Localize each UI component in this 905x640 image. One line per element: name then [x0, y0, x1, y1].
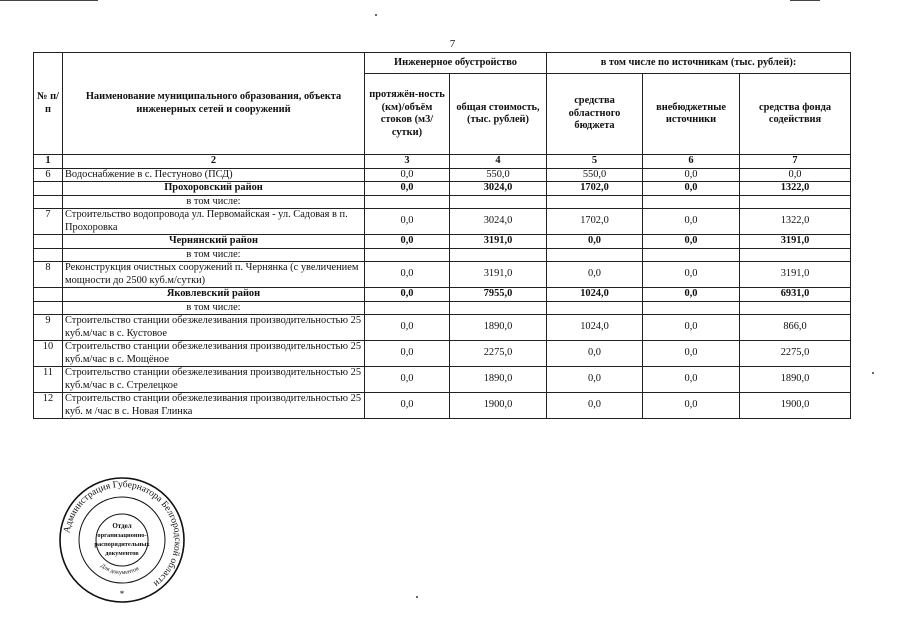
district-name: Чернянский район: [63, 235, 365, 249]
table-row: [34, 341, 851, 367]
scan-speck: [416, 596, 418, 598]
column-number: 2: [63, 155, 365, 169]
table-row: [34, 367, 851, 393]
stamp-inner-arc-text: Для документов: [99, 563, 140, 577]
district-row: [34, 235, 851, 249]
cell-regional: 0,0: [547, 367, 643, 393]
page-number: 7: [449, 38, 456, 50]
cell-regional: 1024,0: [547, 315, 643, 341]
cell-regional: 1702,0: [547, 209, 643, 235]
cell-total: 3024,0: [450, 182, 547, 196]
cell-fund: 1890,0: [740, 367, 851, 393]
cell-regional: 0,0: [547, 341, 643, 367]
cell-extra: 0,0: [643, 168, 740, 182]
row-number: 12: [34, 393, 63, 419]
cell-length: 0,0: [365, 209, 450, 235]
cell-total: 7955,0: [450, 288, 547, 302]
cell-total: 3024,0: [450, 209, 547, 235]
scan-edge-line: [0, 0, 98, 1]
stamp-dept-line: документов: [105, 550, 139, 557]
stamp-dept-line: распорядительных: [94, 541, 150, 548]
subheading-text: в том числе:: [63, 301, 365, 315]
row-number: 10: [34, 341, 63, 367]
stamp-dept-line: Отдел: [112, 522, 132, 530]
cell-total: 3191,0: [450, 235, 547, 249]
cell-total: 3191,0: [450, 262, 547, 288]
table-row: [34, 168, 851, 182]
header-total: общая стоимость, (тыс. рублей): [450, 74, 547, 155]
cell-extra: 0,0: [643, 288, 740, 302]
row-number: 6: [34, 168, 63, 182]
cell-extra: 0,0: [643, 315, 740, 341]
subheading-row: [34, 195, 851, 209]
cell-extra: 0,0: [643, 209, 740, 235]
object-name: Строительство станции обезжелезивания производительностью 25 куб.м/час в с. Мощёное: [63, 341, 365, 367]
header-extra: внебюджетные источники: [643, 74, 740, 155]
cell-regional: 550,0: [547, 168, 643, 182]
cell-length: 0,0: [365, 235, 450, 249]
object-name: Строительство станции обезжелезивания производительностью 25 куб. м /час в с. Новая Глинка: [63, 393, 365, 419]
cell-fund: 866,0: [740, 315, 851, 341]
row-number: 7: [34, 209, 63, 235]
header-length: протяжён-ность (км)/объём стоков (м3/сутки): [365, 74, 450, 155]
official-stamp: [58, 476, 186, 604]
cell-regional: 1702,0: [547, 182, 643, 196]
row-number: 9: [34, 315, 63, 341]
column-number-row: [34, 155, 851, 169]
cell-fund: 1900,0: [740, 393, 851, 419]
cell-regional: 0,0: [547, 235, 643, 249]
cell-length: 0,0: [365, 182, 450, 196]
scan-edge-line: [790, 0, 820, 1]
cell-length: 0,0: [365, 367, 450, 393]
row-number-empty: [34, 182, 63, 196]
subheading-row: [34, 248, 851, 262]
cell-fund: 1322,0: [740, 182, 851, 196]
stamp-star: *: [119, 589, 125, 599]
object-name: Водоснабжение в с. Пестуново (ПСД): [63, 168, 365, 182]
row-number: 8: [34, 262, 63, 288]
column-number: 7: [740, 155, 851, 169]
cell-fund: 3191,0: [740, 235, 851, 249]
district-name: Яковлевский район: [63, 288, 365, 302]
column-number: 5: [547, 155, 643, 169]
header-sources: в том числе по источникам (тыс. рублей):: [547, 53, 851, 74]
object-name: Строительство водопровода ул. Первомайская - ул. Садовая в п. Прохоровка: [63, 209, 365, 235]
stamp-dept-line: организационно-: [97, 532, 147, 539]
row-number-empty: [34, 235, 63, 249]
cell-extra: 0,0: [643, 393, 740, 419]
cell-length: 0,0: [365, 168, 450, 182]
header-regional: средства областного бюджета: [547, 74, 643, 155]
column-number: 4: [450, 155, 547, 169]
subheading-text: в том числе:: [63, 195, 365, 209]
table-row: [34, 315, 851, 341]
district-name: Прохоровский район: [63, 182, 365, 196]
cell-fund: 0,0: [740, 168, 851, 182]
district-row: [34, 182, 851, 196]
cell-total: 1890,0: [450, 367, 547, 393]
cell-extra: 0,0: [643, 341, 740, 367]
table-row: [34, 209, 851, 235]
cell-regional: 1024,0: [547, 288, 643, 302]
subheading-row: [34, 301, 851, 315]
header-num: № п/п: [34, 53, 63, 155]
cell-length: 0,0: [365, 315, 450, 341]
object-name: Строительство станции обезжелезивания производительностью 25 куб.м/час в с. Кустовое: [63, 315, 365, 341]
header-fund: средства фонда содействия: [740, 74, 851, 155]
cell-extra: 0,0: [643, 367, 740, 393]
cell-regional: 0,0: [547, 393, 643, 419]
cell-total: 1890,0: [450, 315, 547, 341]
cell-fund: 2275,0: [740, 341, 851, 367]
cell-fund: 1322,0: [740, 209, 851, 235]
district-row: [34, 288, 851, 302]
cell-length: 0,0: [365, 288, 450, 302]
cell-total: 550,0: [450, 168, 547, 182]
column-number: 6: [643, 155, 740, 169]
object-name: Реконструкция очистных сооружений п. Чернянка (с увеличением мощности до 2500 куб.м/сутки): [63, 262, 365, 288]
header-name: Наименование муниципального образования, объекта инженерных сетей и сооружений: [63, 53, 365, 155]
cell-length: 0,0: [365, 262, 450, 288]
cell-fund: 3191,0: [740, 262, 851, 288]
table-row: [34, 262, 851, 288]
cell-fund: 6931,0: [740, 288, 851, 302]
subheading-text: в том числе:: [63, 248, 365, 262]
cell-length: 0,0: [365, 393, 450, 419]
header-engineering: Инженерное обустройство: [365, 53, 547, 74]
cell-extra: 0,0: [643, 262, 740, 288]
scan-speck: [872, 372, 874, 374]
stamp-outer-text: Администрация Губернатора Белгородской области: [62, 479, 183, 589]
cell-total: 1900,0: [450, 393, 547, 419]
table-row: [34, 393, 851, 419]
object-name: Строительство станции обезжелезивания производительностью 25 куб.м/час в с. Стрелецкое: [63, 367, 365, 393]
cell-length: 0,0: [365, 341, 450, 367]
cell-extra: 0,0: [643, 182, 740, 196]
cell-extra: 0,0: [643, 235, 740, 249]
cell-total: 2275,0: [450, 341, 547, 367]
cell-regional: 0,0: [547, 262, 643, 288]
row-number-empty: [34, 288, 63, 302]
scan-speck: [375, 14, 377, 16]
funding-table: [33, 52, 851, 419]
row-number: 11: [34, 367, 63, 393]
column-number: 3: [365, 155, 450, 169]
column-number: 1: [34, 155, 63, 169]
